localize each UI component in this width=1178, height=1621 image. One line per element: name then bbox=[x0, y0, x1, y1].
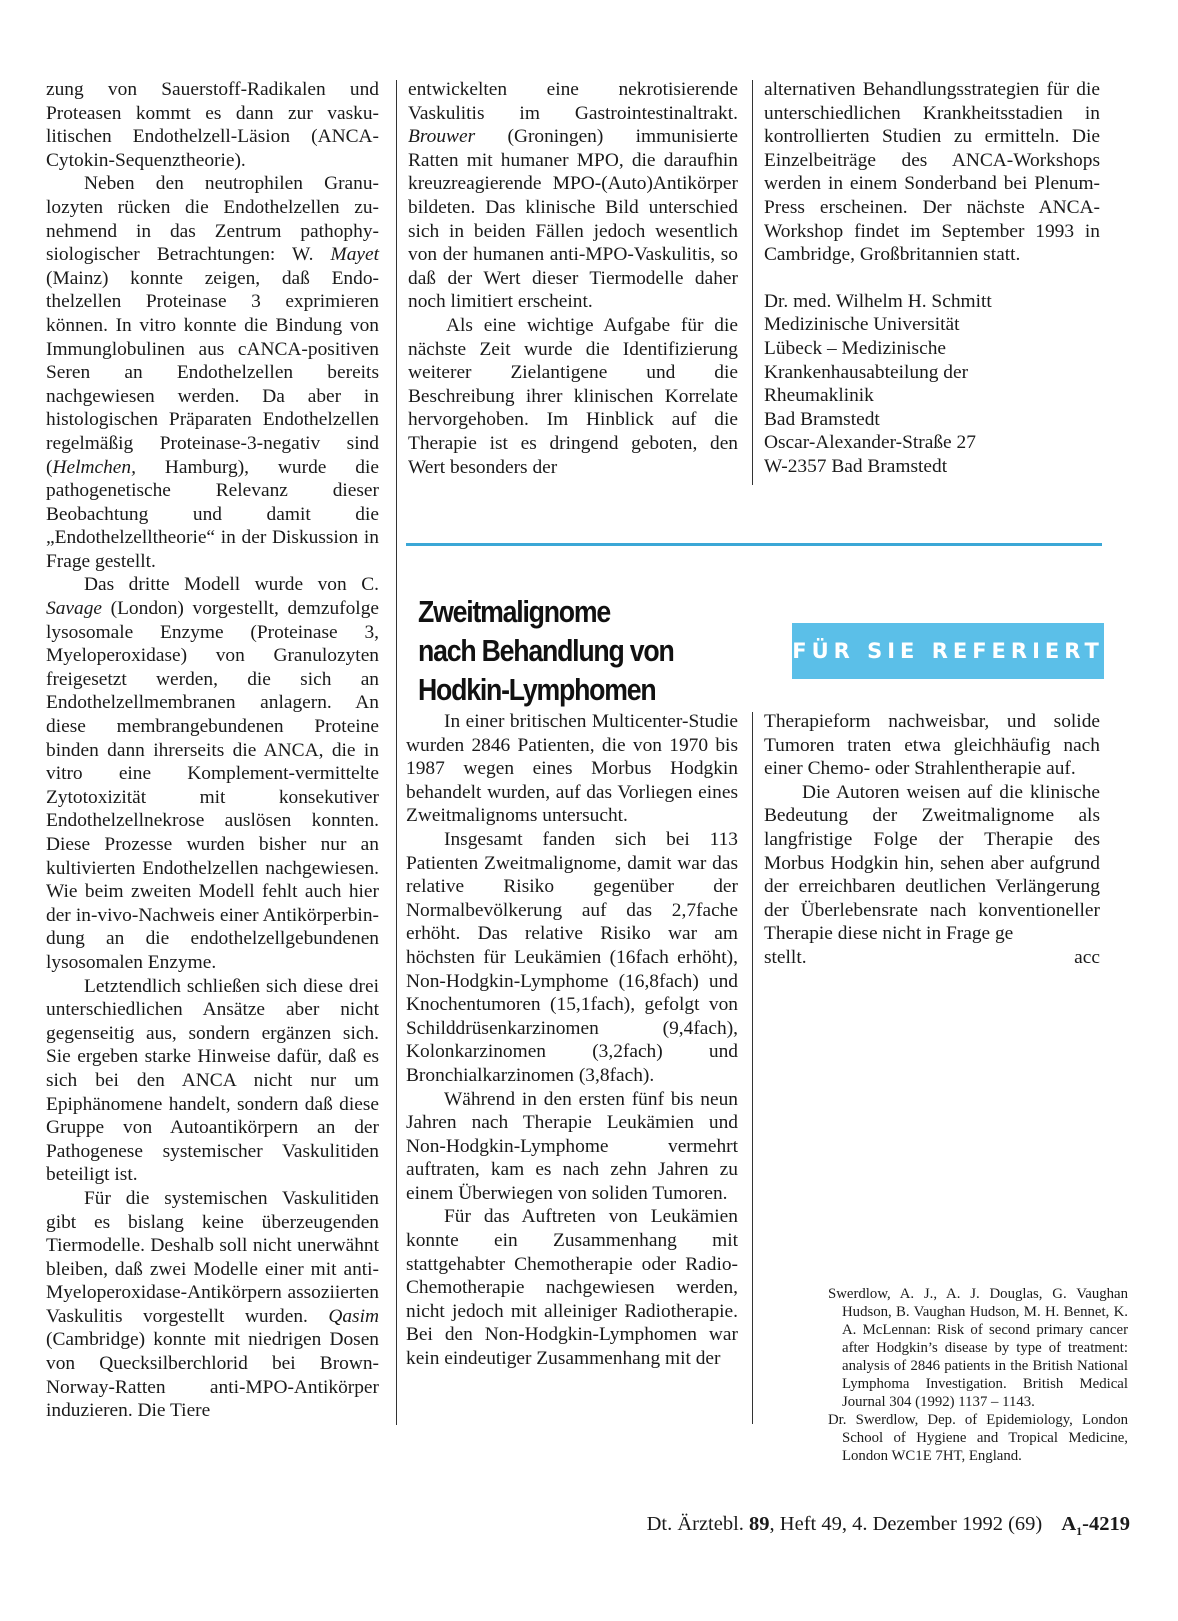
page-footer bbox=[600, 1513, 1130, 1539]
paragraph: Für das Auftreten von Leukämien konnte ein Zusammenhang mit stattgehabter Chemotherapie oder Radio-Chemotherapie nachgewiesen werden, nicht jedoch mit alleiniger Radiotherapie. Bei den Non-Hodgkin-Lymphomen war kein eindeutiger Zusammenhang mit der bbox=[406, 1206, 738, 1370]
address-line: Lübeck – Medizinische bbox=[764, 337, 946, 359]
address-line: Rheumaklinik bbox=[764, 385, 874, 407]
closing-line bbox=[764, 946, 1100, 970]
paragraph: Insgesamt fanden sich bei 113 Patienten Zweitmalignome, damit war das relative Risiko gegenüber der Normalbevölkerung auf das 2,7fache erhöht. Das relative Risiko war am höchsten für Leukämien (16fach erhöht), Non-Hodgkin-Lymphome (16,8fach) und Knochentumoren (15,1fach), gefolgt von Schilddrüsenkarzinomen (9,4fach), Kolonkarzinomen (3,2fach) und Bronchialkarzinomen (3,8fach). bbox=[406, 828, 738, 1086]
paragraph: Die Autoren weisen auf die klinische Bedeutung der Zweitmalignome als langfristige Folge der Therapie des Morbus Hodgkin hin, sehen aber aufgrund der erreichbaren deutlichen Verlängerung der Überlebensrate nach konventioneller Therapie diese nicht in Frage ge bbox=[764, 781, 1100, 945]
article-column-b bbox=[764, 710, 1100, 970]
journal-name: Dt. Ärztebl. bbox=[646, 1513, 750, 1535]
reference-entry: Dr. Swerdlow, Dep. of Epidemiology, London School of Hygiene and Tropical Medicine, London WC1E 7HT, England. bbox=[828, 1412, 1128, 1464]
page-number: $A_1-4219$ bbox=[1061, 1513, 1130, 1539]
column-1 bbox=[46, 78, 379, 1423]
paragraph: Letztendlich schließen sich diese drei unterschiedlichen Ansätze aber nicht gegenseitig aus, sondern ergänzen sich. Sie ergeben starke Hinweise dafür, daß es sich bei den ANCA nicht nur um Epiphänomene handelt, sondern daß diese Gruppe von Autoantikörpern an der Pathogenese systemischer Vaskulitiden beteiligt ist. bbox=[46, 975, 379, 1186]
author-address bbox=[764, 290, 1100, 479]
address-line: Medizinische Universität bbox=[764, 314, 960, 336]
author-initials: acc bbox=[1074, 946, 1100, 968]
article-column-a bbox=[406, 710, 738, 1371]
author-name: Mayet bbox=[330, 244, 379, 266]
address-line: Dr. med. Wilhelm H. Schmitt bbox=[764, 290, 992, 312]
address-line: Krankenhausabteilung der bbox=[764, 361, 969, 383]
column-3 bbox=[764, 78, 1100, 479]
author-name: Savage bbox=[46, 598, 102, 620]
author-name: Helmchen, bbox=[52, 456, 136, 478]
journal-volume: 89 bbox=[749, 1513, 770, 1535]
section-divider bbox=[406, 543, 1102, 546]
author-name: Qasim bbox=[328, 1305, 379, 1327]
column-2 bbox=[408, 78, 738, 479]
paragraph: Neben den neutrophilen Granulozyten rücken die Endothelzellen zunehmend in das Zentrum pathophysiologischer Betrachtungen: W. Mayet (Mainz) konnte zeigen, daß Endothelzellen Proteinase 3 exprimieren können. In vitro konnte die Bindung von Immunglobulinen aus cANCA-positiven Seren an Endothelzellen bereits nachgewiesen werden. Da aber in histologischen Präparaten Endothelzellen regelmäßig Proteinase-3-negativ sind (Helmchen, Hamburg), wurde die pathogenetische Relevanz dieser Beobachtung und damit die „Endothelzelltheorie“ in der Diskussion in Frage gestellt. bbox=[46, 173, 379, 572]
paragraph: Das dritte Modell wurde von C. Savage (London) vorgestellt, demzufolge lysosomale Enzyme (Proteinase 3, Myeloperoxidase) von Granulozyten freigesetzt werden, die sich an Endothelzellmembranen anlagern. An diese membrangebundenen Proteine binden dann ihrerseits die ANCA, die in vitro eine Komplement-vermittelte Zytotoxizität mit konsekutiver Endothelzellnekrose auslösen konnten. Diese Prozesse wurden bisher nur an kultivierten Endothelzellen nachgewiesen. Wie beim zweiten Modell fehlt auch hier der in-vivo-Nachweis einer Antikörperbindung an die endothelzellgebundenen lysosomalen Enzyme. bbox=[46, 574, 379, 973]
column-divider bbox=[396, 80, 397, 1425]
issue-info: , Heft 49, 4. Dezember 1992 (69) bbox=[769, 1513, 1043, 1535]
section-badge: FÜR SIE REFERIERT bbox=[792, 623, 1104, 679]
author-name: Brouwer bbox=[408, 126, 476, 148]
references bbox=[828, 1285, 1128, 1465]
address-line: Oscar-Alexander-Straße 27 bbox=[764, 432, 976, 454]
paragraph: In einer britischen Multicenter-Studie wurden 2846 Patienten, die von 1970 bis 1987 wegen eines Morbus Hodgkin behandelt wurden, auf das Vorliegen eines Zweitmalignoms untersucht. bbox=[406, 711, 738, 827]
paragraph: alternativen Behandlungsstrategien für die unterschiedlichen Krankheitsstadien in kontrollierten Studien zu ermitteln. Die Einzelbeiträge des ANCA-Workshops werden in einem Sonderband bei Plenum-Press erscheinen. Der nächste ANCA-Workshop findet im September 1993 in Cambridge, Großbritannien statt. bbox=[764, 79, 1100, 266]
column-divider bbox=[752, 712, 753, 1424]
address-line: W-2357 Bad Bramstedt bbox=[764, 455, 948, 477]
reference-entry: Swerdlow, A. J., A. J. Douglas, G. Vaughan Hudson, B. Vaughan Hudson, M. H. Bennet, K. A. McLennan: Risk of second primary cancer after Hodgkin’s disease by type of treatment: analysis of 2846 patients in the British National Lymphoma Investigation. British Medical Journal 304 (1992) 1137 – 1143. bbox=[828, 1286, 1128, 1410]
paragraph: zung von Sauerstoff-Radikalen und Proteasen kommt es dann zur vaskulitischen Endothelzell-Läsion (ANCA-Cytokin-Sequenztheorie). bbox=[46, 79, 379, 171]
paragraph: Während in den ersten fünf bis neun Jahren nach Therapie Leukämien und Non-Hodgkin-Lymphome vermehrt auftraten, kam es nach zehn Jahren zu einem Überwiegen von soliden Tumoren. bbox=[406, 1088, 738, 1204]
article-headline: Zweitmalignome nach Behandlung von Hodkin-Lymphomen bbox=[418, 594, 674, 707]
paragraph: Als eine wichtige Aufgabe für die nächste Zeit wurde die Identifizierung weiterer Zielantigene und die Beschreibung ihrer klinischen Korrelate hervorgehoben. Im Hinblick auf die Therapie ist es dringend geboten, den Wert besonders der bbox=[408, 314, 738, 478]
column-divider bbox=[752, 80, 753, 485]
paragraph-end: stellt. bbox=[764, 946, 807, 968]
paragraph: Therapieform nachweisbar, und solide Tumoren traten etwa gleichhäufig nach einer Chemo- oder Strahlentherapie auf. bbox=[764, 711, 1100, 780]
paragraph: Für die systemischen Vaskulitiden gibt es bislang keine überzeugenden Tiermodelle. Deshalb soll nicht unerwähnt bleiben, daß zwei Modelle einer mit anti-Myeloperoxidase-Antikörpern assoziierten Vaskulitis vorgestellt wurden. Qasim (Cambridge) konnte mit niedrigen Dosen von Quecksilberchlorid bei Brown-Norway-Ratten anti-MPO-Antikörper induzieren. Die Tiere bbox=[46, 1187, 379, 1422]
address-line: Bad Bramstedt bbox=[764, 408, 880, 430]
paragraph: entwickelten eine nekrotisierende Vaskulitis im Gastrointestinaltrakt. Brouwer (Groningen) immunisierte Ratten mit humaner MPO, die daraufhin kreuzreagierende MPO-(Auto)Antikörper bildeten. Das klinische Bild unterschied sich in beiden Fällen jedoch wesentlich von der humanen anti-MPO-Vaskulitis, so daß der Wert dieser Tiermodelle daher noch limitiert erscheint. bbox=[408, 79, 738, 313]
